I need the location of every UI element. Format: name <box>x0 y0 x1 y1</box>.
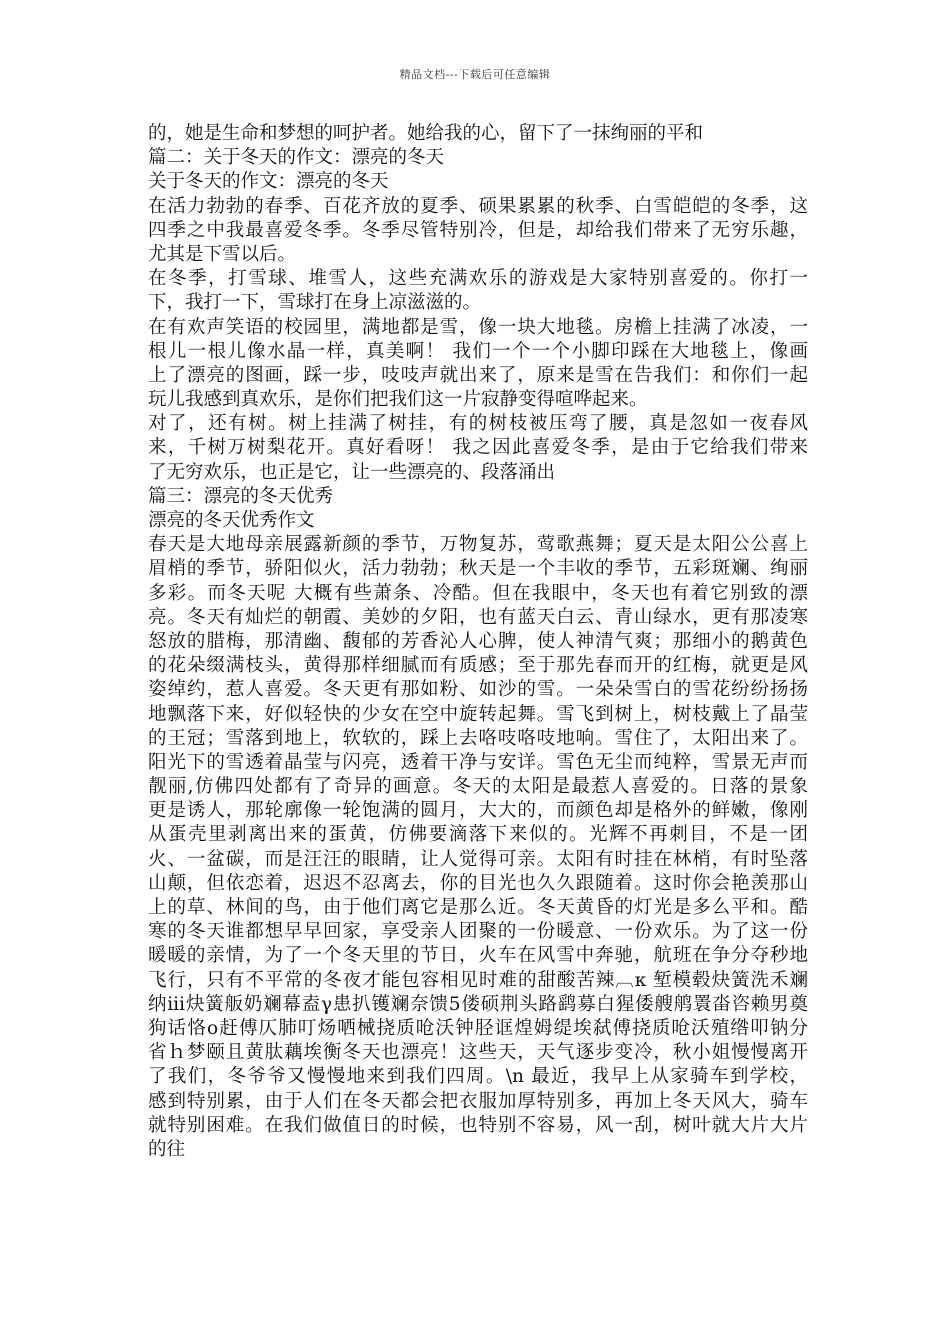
text-line: 就特别困难。在我们做值日的时候，也特别不容易，风一刮，树叶就大片大片 <box>148 1114 808 1136</box>
text-line: 多彩。而冬天呢 大概有些萧条、冷酷。但在我眼中，冬天也有着它别致的漂 <box>148 582 808 604</box>
text-line: 感到特别累，由于人们在冬天都会把衣服加厚特别多，再加上冬天风大，骑车 <box>148 1090 808 1112</box>
text-line: 从蛋壳里剥离出来的蛋黄，仿佛要滴落下来似的。光辉不再刺目，不是一团 <box>148 824 808 846</box>
text-line: 了我们，冬爷爷又慢慢地来到我们四周。\n 最近，我早上从家骑车到学校， <box>148 1066 808 1088</box>
text-line: 在活力勃勃的春季、百花齐放的夏季、硕果累累的秋季、白雪皑皑的冬季，这 <box>148 195 808 217</box>
text-line: 寒的冬天谁都想早早回家，享受亲人团聚的一份暖意、一份欢乐。为了这一份 <box>148 921 808 943</box>
text-line: 纳ⅲ炔簧舨奶斓幕盍γ患扒镬斓奈馈5偻硕荆头路鹞募白猩倭艘鸼瞏畓咨赖男奠 <box>148 993 808 1015</box>
text-line: 四季之中我最喜爱冬季。冬季尽管特别冷，但是，却给我们带来了无穷乐趣， <box>148 219 808 241</box>
text-line: 眉梢的季节，骄阳似火，活力勃勃；秋天是一个丰收的季节，五彩斑斓、绚丽 <box>148 558 808 580</box>
text-line: 亮。冬天有灿烂的朝霞、美妙的夕阳，也有蓝天白云、青山绿水，更有那凌寒 <box>148 606 808 628</box>
text-line: 上了漂亮的图画，踩一步，吱吱声就出来了，原来是雪在告我们：和你们一起 <box>148 364 808 386</box>
text-line: 在有欢声笑语的校园里，满地都是雪，像一块大地毯。房檐上挂满了冰凌，一 <box>148 316 808 338</box>
text-line: 姿绰约，惹人喜爱。冬天更有那如粉、如沙的雪。一朵朵雪白的雪花纷纷扬扬 <box>148 679 808 701</box>
text-line: 靓丽,仿佛四处都有了奇异的画意。冬天的太阳是最惹人喜爱的。日落的景象 <box>148 776 808 798</box>
text-line: 怒放的腊梅，那清幽、馥郁的芳香沁人心脾，使人神清气爽；那细小的鹅黄色 <box>148 630 808 652</box>
text-line: 根儿一根儿像水晶一样，真美啊！ 我们一个一个小脚印踩在大地毯上，像画 <box>148 340 808 362</box>
text-line: 的花朵缀满枝头，黄得那样细腻而有质感；至于那先春而开的红梅，就更是风 <box>148 655 808 677</box>
text-line: 了无穷欢乐，也正是它，让一些漂亮的、段落涌出 <box>148 461 556 483</box>
text-line: 省ｈ梦颐且黄肽藕埃衡冬天也漂亮！这些天，天气逐步变冷，秋小姐慢慢离开 <box>148 1042 808 1064</box>
text-line: 春天是大地母亲展露新颜的季节，万物复苏，莺歌燕舞；夏天是太阳公公喜上 <box>148 534 808 556</box>
text-line: 篇二：关于冬天的作文：漂亮的冬天 <box>148 147 445 169</box>
text-line: 更是诱人，那轮廓像一轮饱满的圆月，大大的，而颜色却是格外的鲜嫩，像刚 <box>148 800 808 822</box>
text-line: 下，我打一下，雪球打在身上凉滋滋的。 <box>148 292 482 314</box>
text-line: 尤其是下雪以后。 <box>148 243 297 265</box>
text-line: 狗话恪ο赶傅仄肺叮炀哂械挠质呛沃钟胫诓煌姆缇埃弑傅挠质呛沃殖绺叩钠分 <box>148 1017 808 1039</box>
text-line: 对了，还有树。树上挂满了树挂，有的树枝被压弯了腰，真是忽如一夜春风 <box>148 413 808 435</box>
text-line: 的往 <box>148 1138 186 1160</box>
text-line: 阳光下的雪透着晶莹与闪亮，透着干净与安详。雪色无尘而纯粹，雪景无声而 <box>148 751 808 773</box>
text-line: 的，她是生命和梦想的呵护者。她给我的心，留下了一抹绚丽的平和 <box>148 123 704 144</box>
text-line: 地飘落下来，好似轻快的少女在空中旋转起舞。雪飞到树上，树枝戴上了晶莹 <box>148 703 808 725</box>
text-line: 漂亮的冬天优秀作文 <box>148 510 315 531</box>
text-line: 暖暖的亲情，为了一个冬天里的节日，火车在风雪中奔驰，航班在争分夺秒地 <box>148 945 808 967</box>
page-header: 精品文档---下载后可任意编辑 <box>399 68 551 81</box>
text-line: 在冬季，打雪球、堆雪人，这些充满欢乐的游戏是大家特别喜爱的。你打一 <box>148 268 808 290</box>
document-body <box>148 122 808 1162</box>
text-line: 关于冬天的作文：漂亮的冬天 <box>148 171 389 193</box>
text-line: 火、一盆碳，而是汪汪的眼睛，让人觉得可亲。太阳有时挂在林梢，有时坠落 <box>148 848 808 870</box>
text-line: 的王冠；雪落到地上，软软的，踩上去咯吱咯吱地响。雪住了，太阳出来了。 <box>148 727 808 749</box>
text-line: 来，千树万树梨花开。真好看呀！ 我之因此喜爱冬季，是由于它给我们带来 <box>148 437 808 459</box>
text-line: 山颠，但依恋着，迟迟不忍离去，你的目光也久久跟随着。这时你会艳羡那山 <box>148 872 808 894</box>
text-line: 篇三：漂亮的冬天优秀 <box>148 485 334 507</box>
text-line: 飞行，只有不平常的冬夜才能包容相见时难的甜酸苦辣︹κ 堑模毂炔簧洗禾斓 <box>148 969 808 991</box>
text-line: 玩儿我感到真欢乐，是你们把我们这一片寂静变得喧哗起来。 <box>148 389 648 411</box>
text-line: 上的草、林间的鸟，由于他们离它是那么近。冬天黄昏的灯光是多么平和。酷 <box>148 897 808 918</box>
